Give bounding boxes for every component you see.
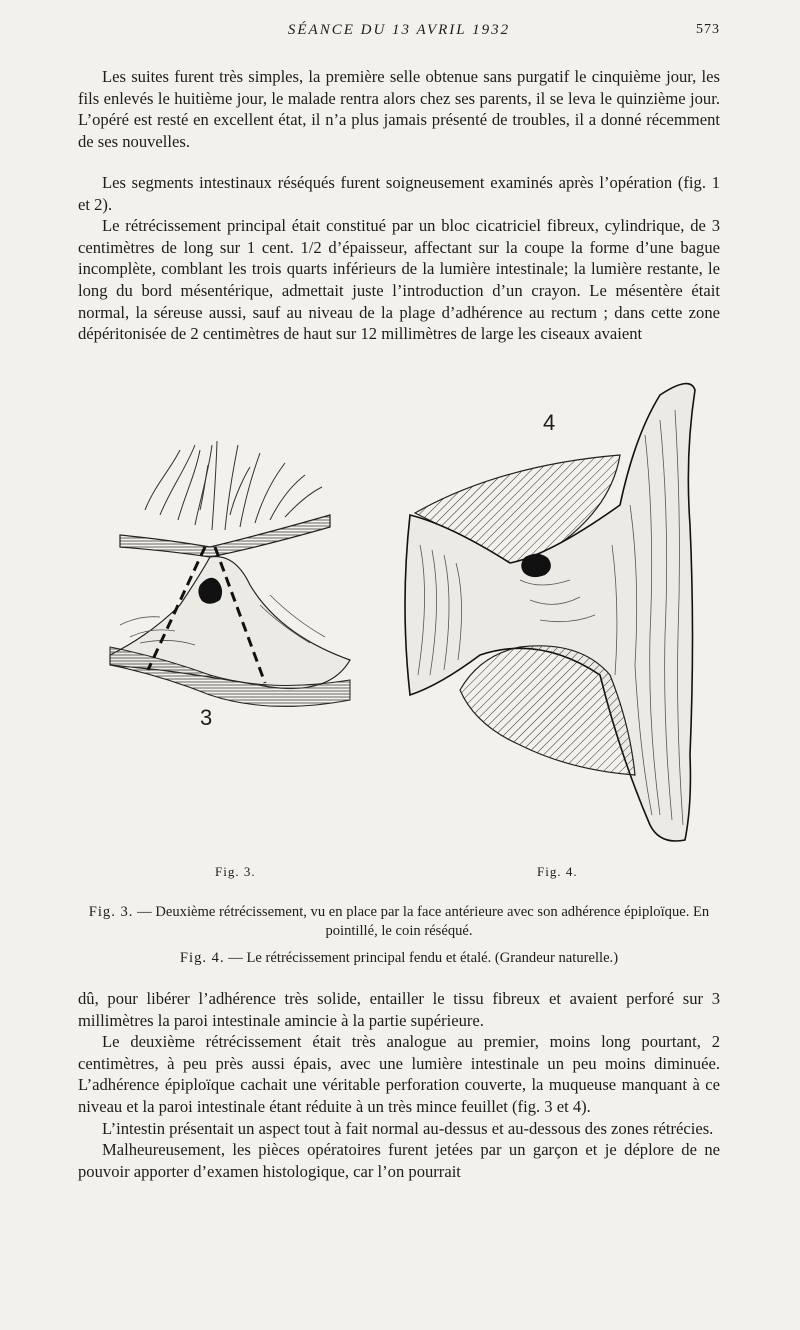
paragraph: L’intestin présentait un aspect tout à fait normal au-dessus et au-dessous des zones rétrécies. bbox=[102, 1118, 714, 1138]
paragraph: Les suites furent très simples, la première selle obtenue sans purgatif le cinquième jour, les fils enlevés le huitième jour, le malade rentra alors chez ses parents, il se leva le quinzième jour. L’opéré est resté en excellent état, il n’a plus jamais présenté de troubles, il a donné récemment de ses nouvelles. bbox=[78, 67, 720, 151]
paragraph: Les segments intestinaux réséqués furent soigneusement examinés après l’opération (fig. 1 et 2). bbox=[78, 173, 720, 214]
running-header bbox=[78, 22, 720, 44]
figure-3-number: 3 bbox=[200, 705, 213, 730]
paragraph: Malheureusement, les pièces opératoires furent jetées par un garçon et je déplore de ne pouvoir apporter d’examen histologique, car l’on pourrait bbox=[78, 1140, 720, 1181]
figures-area bbox=[100, 375, 710, 855]
header-title: SÉANCE DU 13 AVRIL 1932 bbox=[287, 22, 511, 38]
paragraph: dû, pour libérer l’adhérence très solide, entailler le tissu fibreux et avaient perforé sur 3 millimètres la paroi intestinale amincie à la partie supérieure. bbox=[78, 989, 720, 1030]
paragraphs-mid bbox=[78, 172, 720, 345]
figure-4-number: 4 bbox=[543, 410, 556, 435]
caption-text: — Le rétrécissement principal fendu et étalé. (Grandeur naturelle.) bbox=[224, 950, 619, 966]
figure-4-drawing bbox=[405, 384, 695, 841]
caption-fig-ref: Fig. 3. bbox=[88, 904, 134, 920]
figure-4-caption bbox=[78, 949, 720, 968]
figure-3-caption bbox=[78, 903, 720, 941]
caption-text: — Deuxième rétrécissement, vu en place par la face antérieure avec son adhérence épiploïque. En pointillé, le coin réséqué. bbox=[133, 904, 710, 939]
figure-3-label: Fig. 3. bbox=[215, 864, 256, 879]
figure-4-label: Fig. 4. bbox=[537, 864, 578, 879]
paragraph: Le deuxième rétrécissement était très analogue au premier, moins long pourtant, 2 centimètres, à peu près aussi épais, avec une lumière intestinale un peu moins diminuée. L’adhérence épiploïque cachait une véritable perforation couverte, la muqueuse manquant à ce niveau et la paroi intestinale étant réduite à un très mince feuillet (fig. 3 et 4). bbox=[78, 1032, 720, 1116]
paragraphs-bottom bbox=[78, 988, 720, 1182]
caption-fig-ref: Fig. 4. bbox=[179, 950, 225, 966]
paragraphs-top bbox=[78, 66, 720, 152]
figure-drawings bbox=[100, 375, 710, 855]
figure-3-drawing bbox=[110, 441, 350, 706]
paragraph: Le rétrécissement principal était constitué par un bloc cicatriciel fibreux, cylindrique, de 3 centimètres de long sur 1 cent. 1/2 d’épaisseur, affectant sur la coupe la forme d’une bague incomplète, comblant les trois quarts inférieurs de la lumière intestinale; la lumière restante, le long du bord mésentérique, admettait juste l’introduction d’un crayon. Le mésentère était normal, la séreuse aussi, sauf au niveau de la plage d’adhérence au rectum ; dans cette zone dépéritonisée de 2 centimètres de haut sur 12 millimètres de large les ciseaux avaient bbox=[78, 216, 720, 344]
page-number: 573 bbox=[696, 22, 720, 37]
